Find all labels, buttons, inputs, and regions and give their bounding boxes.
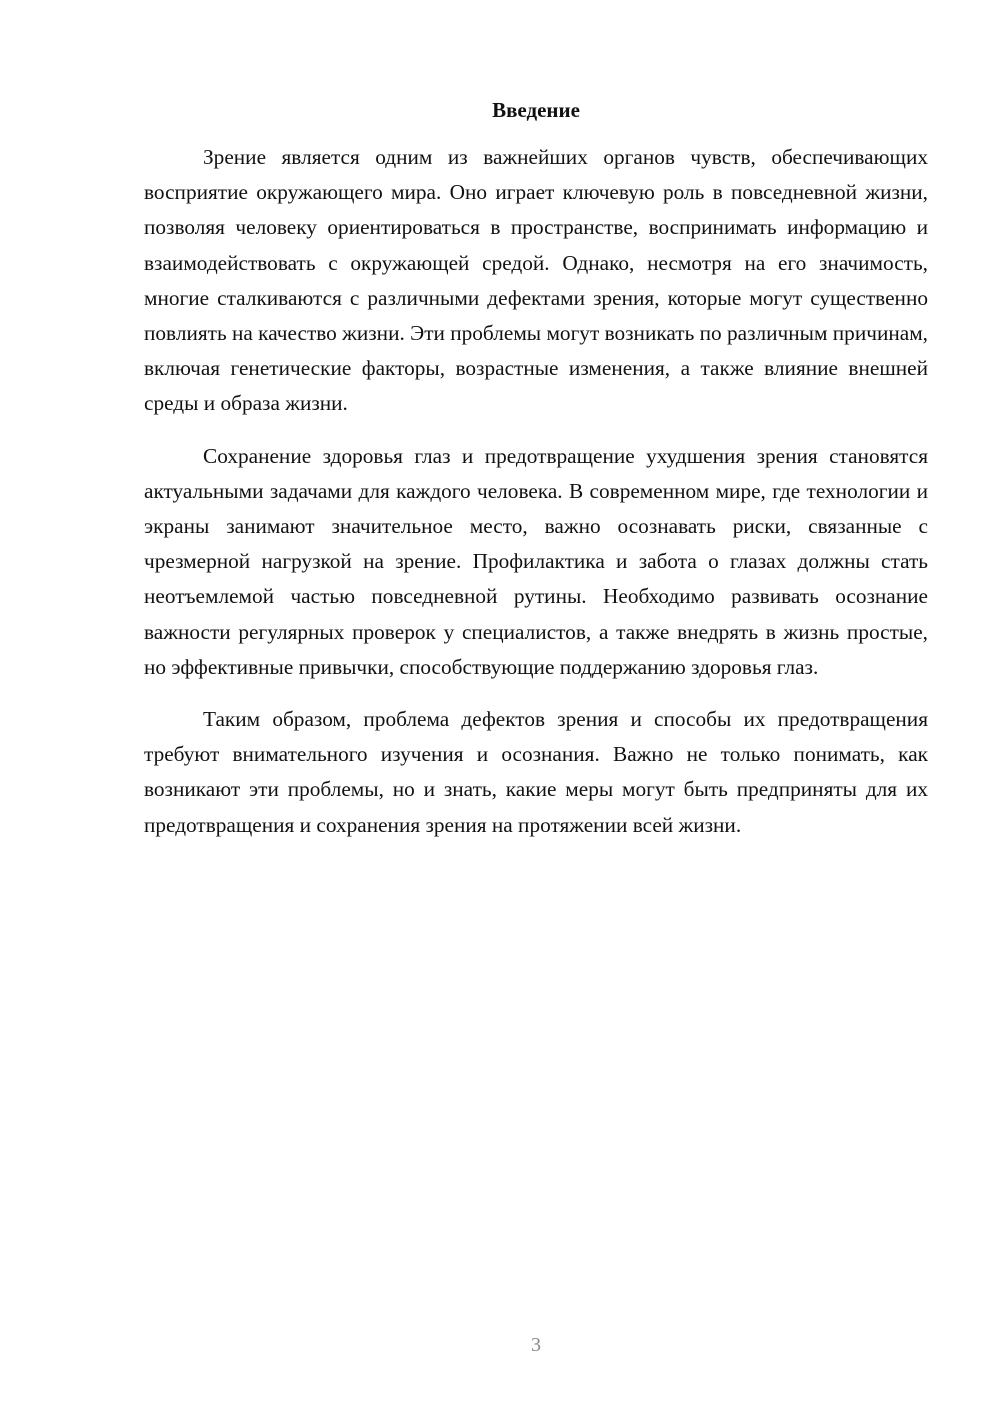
paragraph-1: Зрение является одним из важнейших органов чувств, обеспечивающих восприятие окружающего мира. Оно играет ключевую роль в повседневной жизни, позволяя человеку ориентироваться в пространстве, воспринимать информацию и взаимодействовать с окружающей средой. Однако, несмотря на его значимость, многие сталкиваются с различными дефектами зрения, которые могут существенно повлиять на качество жизни. Эти проблемы могут возникать по различным причинам, включая генетические факторы, возрастные изменения, а также влияние внешней среды и образа жизни. <box>144 145 928 416</box>
section-title: Введение <box>492 98 580 122</box>
paragraph-3: Таким образом, проблема дефектов зрения и способы их предотвращения требуют внимательного изучения и осознания. Важно не только понимать, как возникают эти проблемы, но и знать, какие меры могут быть предприняты для их предотвращения и сохранения зрения на протяжении всей жизни. <box>144 707 928 837</box>
paragraph-2: Сохранение здоровья глаз и предотвращение ухудшения зрения становятся актуальными задачами для каждого человека. В современном мире, где технологии и экраны занимают значительное место, важно осознавать риски, связанные с чрезмерной нагрузкой на зрение. Профилактика и забота о глазах должны стать неотъемлемой частью повседневной рутины. Необходимо развивать осознание важности регулярных проверок у специалистов, а также внедрять в жизнь простые, но эффективные привычки, способствующие поддержанию здоровья глаз. <box>144 443 928 679</box>
page-number: 3 <box>531 1334 541 1356</box>
page-content <box>144 94 928 860</box>
